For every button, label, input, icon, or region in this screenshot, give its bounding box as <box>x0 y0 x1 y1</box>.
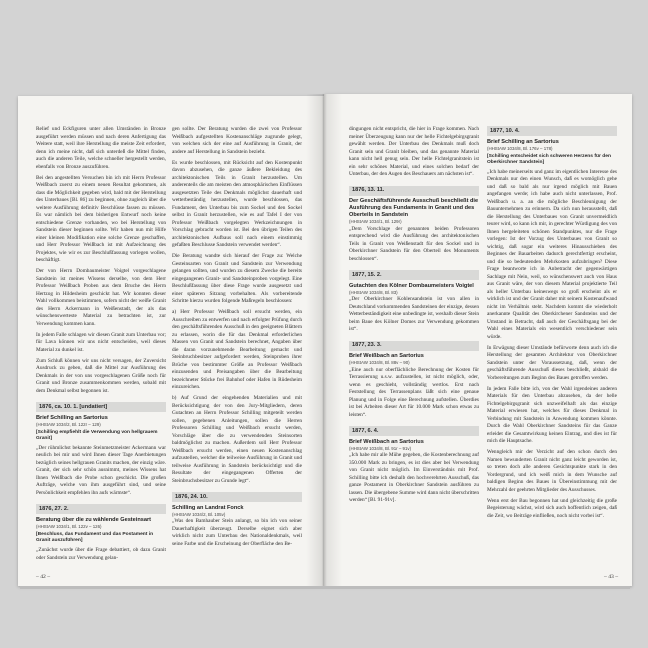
entry-date: 1877, 23. 3. <box>349 341 479 351</box>
body-paragraph: Relief und Eckfiguren unter allen Umständen in Bronze ausgeführt werden müssen und nach deren Anfertigung das Weitere statt, weil ihre Herstellung die meiste Zeit erfordert, denn ich meine nicht, daß sich unterdeß die Mittel finden, auch die anderen Teile, welche schneller hergestellt werden, ebenfalls von Bronze auszuführen. <box>36 126 166 170</box>
entry-note: [Schilling entscheidet sich schweren Herzens für den Oberkirchner Sandstein] <box>487 153 611 165</box>
entry-source: (HHStAW 1034/8, Bl. 88v – 90) <box>349 360 410 365</box>
document-entry <box>349 270 479 334</box>
document-entry <box>349 341 479 420</box>
entry-quote: „Der rühmlichst bekannte Steinmetzmeister Ackermann war neulich bei mir und wird Ihnen dieser Tage Anerbietungen bezüglich seines hellgrauen Granits machen, der einzig wäre. Granit, der sich sehr schön ausnimmt, meines Wissens hat Ihnen Weißbach die Probe schon geschickt. Die großen Aufträge, welche von ihm ausgeführt sind, und seine Persönlichkeit empfehlen ihn aufs wärmste“. <box>36 444 166 496</box>
entry-quote: „Der Oberkirchner Kohlensandstein ist von allen in Deutschland vorkommenden Sandsteinen der einzige, dessen Wetterbeständigkeit eine unbedingte ist, weshalb dieser Stein beim Baue des Kölner Domes zur Verwendung gekommen ist“. <box>349 296 479 332</box>
entry-date: 1877, 6. 4. <box>349 426 479 436</box>
entry-source: (HHStAW 1034/1, Bl. 122v – 126) <box>36 523 102 529</box>
body-paragraph: Die Beratung wandte sich hierauf der Frage zu: Welche Gesteinsarten von Granit und Sandstein zur Verwendung gelangen sollten, und wurden zu diesem Zwecke die bereits eingegangenen Granit- und Sandsteinproben vorgelegt. Eine Beschlußfassung über diese Frage wurde ausgesetzt und einer späteren Sitzung vorbehalten. Als vorbereitende Schritte hierzu wurden folgende Maßregeln beschlossen: <box>172 253 302 304</box>
document-entry <box>349 426 479 505</box>
entry-title: Brief Schilling an Sartorius <box>487 138 559 145</box>
entry-date: 1877, 15. 2. <box>349 270 479 280</box>
entry-quote: „Ich habe mir alle Mühe gegeben, die Kostenberechnung auf 350.000 Mark zu bringen, es ist dies aber bei Verwendung von Granit nicht möglich. Im Einverständnis mit Prof. Schilling bitte ich deshalb den hochverehrten Ausschuß, das ganze Postament in Oberkirchner Sandstein ausführen zu lassen. Die übergebene Summe wird dann nicht überschritten werden“ [Bl. 91-91v]. <box>349 452 479 503</box>
gutter-shadow <box>306 94 342 586</box>
body-paragraph: In jedem Falle schlagen wir diesen Granit zum Unterbau vor; für Lava können wir uns nicht entscheiden, weil dieses Material zu dunkel ist. <box>36 331 166 353</box>
entry-title: Brief Schilling an Sartorius <box>36 414 108 421</box>
entry-quote: „Zunächst wurde über die Frage debattiert, ob dazu Granit oder Sandstein zur Verwendung gelan- <box>36 547 166 561</box>
right-column-2 <box>487 126 617 572</box>
entry-source: (HHStAW 1034/1, Bl. 129r) <box>349 219 402 224</box>
document-entry <box>36 402 166 497</box>
entry-source: (HHStAW 1034/2, Bl. 105v) <box>172 511 226 517</box>
left-column-2 <box>172 126 302 572</box>
entry-title: Beratung über die zu wählende Gesteinsart <box>36 516 152 523</box>
right-column-1 <box>349 126 479 572</box>
entry-title: Der Geschäftsführende Ausschuß beschließt die Ausführung des Fundaments in Granit und des Oberteils in Sandstein <box>349 198 479 218</box>
entry-source: (HHStAW 1034/8, Bl. 83) <box>349 289 398 295</box>
document-entry <box>36 504 166 562</box>
body-paragraph: Es wurde beschlossen, mit Rücksicht auf den Kostenpunkt davon abzusehen, die ganze äußere Bekleidung des architektonischen Teils in Granit herzustellen. Um anderenteils die am meisten den atmosphärischen Einflüssen ausgesetzten Teile des Denkmals möglichst dauerhaft und wetterbeständig herzustellen, wurde beschlossen, das Fundament, den Unterbau bis zum Sockel und den Sockel selbst in Granit herzustellen, wie es auf Tafel I der von Professor Weißbach vorgelegten Werkzeichnungen in Vorschlag gebracht worden ist. Bei den übrigen Teilen des architektonischen Aufbaus soll nach einem einstimmig gefaßten Beschlusse Sandstein verwendet werden“. <box>172 159 302 248</box>
entry-quote: In jedem Falle bitte ich, von der Wahl irgendeines anderen Materials für den Unterbau abzusehen, da der helle Fichtelgebirgsgranit sich unzweifelhaft als das einzige Material erwiesen hat, welches für dieses Denkmal in Verbindung mit Sandstein in Anwendung kommen könnte. Durch die Wahl Oberkirchner Sandsteins für das Ganze erleidet die Gesamtwirkung keinen Eintrag, und dies ist für mich die Hauptsache. <box>487 385 617 445</box>
entry-quote: „Was den Bamhauber Stein anlangt, so bin ich von seiner Dauerhaftigkeit überzeugt. Derselbe eignet sich aber wirklich nicht zum Unterbau des Nationaldenkmals, weil seine Farbe und die Erscheinung der Oberfläche den Be- <box>172 518 302 547</box>
entry-note: [Schilling empfiehlt die Verwendung von hellgrauem Granit] <box>36 429 158 441</box>
entry-title: Schilling an Landrat Fonck <box>172 504 244 511</box>
entry-quote: „Dem Vorschlage der genannten beiden Professoren entsprechend wird die Ausführung des architektonischen Teils in Granit von Weißenstadt für den Sockel und in Oberkirchner Sandstein für den Oberteil des Monuments beschlossen“. <box>349 225 479 262</box>
entry-title: Brief Weißbach an Sartorius <box>349 353 424 359</box>
document-entry <box>349 186 479 264</box>
body-paragraph: Der von Herrn Dombaumeister Voigtel vorgeschlagene Sandstein ist meines Wissens derselbe, von dem Herr Professor Weißbach Proben aus dem Bruche des Herrn Hertzog in Hildesheim geschickt hat. Wir konnten dieser Wahl vollkommen beistimmen, sofern nicht der weiße Granit des Herrn Ackermann in Weißenstadt, der als das wünschenswerteste Material zu betrachten ist, zur Verwendung kommen kann. <box>36 268 166 327</box>
body-paragraph: Bei den angestellten Versuchen bin ich mit Herrn Professor Weißbach zuerst zu einem neuen Resultat gekommen, als dass die Möglichkeit gegeben wird, bald mit der Herstellung des Unterbaues [Bl. 86] zu beginnen, ohne zugleich über die weitere Ausführung definitiv Beschlüsse fassen zu müssen. Es war nämlich bei dem bisherigen Entwurf noch keine entschiedene Grenze vorhanden, wo bei Herstellung von Sandstein dieser beginnen sollte. Wir haben nun mit Hilfe einer kleinen Modifikation eine solche Grenze geschaffen, und Herr Professor Weißbach ist mit Aufzeichnung des Projektes, wie wir es zur Beschlußfassung vorlegen wollen, beschäftigt. <box>36 174 166 263</box>
entry-date: 1876, 27. 2. <box>36 504 166 514</box>
document-entry <box>172 492 302 548</box>
entry-quote: Wenn erst der Bau begonnen hat und gleichzeitig die große Begeisterung wächst, wird sich auch hoffentlich zeigen, daß die Zeit, wo Beiträge einfließen, noch nicht vorbei ist“. <box>487 497 617 519</box>
page-number: – 43 – <box>604 574 618 580</box>
body-paragraph: b) Auf Grund der eingehenden Materialien und mit Berücksichtigung der von den Jury-Mitgliedern, deren Gutachten an Herrn Professor Schilling mitgeteilt werden sollen, gegebenen Anleitungen, sollen die Herren Professoren Schilling und Weißbach ersucht werden, Vorschläge über die zu verwendenden Steinsorten baldmöglichst zu machen. Außerdem soll Herr Professor Weißbach ersucht werden, einen neuen Kostenanschlag aufzustellen, welcher die teilweise Ausführung in Granit und teilweise Ausführung in Sandstein berücksichtigt und die Resultate der eingegangenen Offerten der Steinbruchsbesitzer zu Grunde legt“. <box>172 395 302 484</box>
body-paragraph: dingungen nicht entspricht, die hier in Frage kommen. Nach meiner Überzeugung kann nur der helle Fichtelgebirgsgranit gewählt werden. Der Unterbau des Denkmals muß doch Granit sein und Granit bleiben, und das genannte Material kann nicht hell genug sein. Der helle Fichtelgranitstein ist ein sehr schönes Material, und eines solchen bedarf der Unterbau, der den Augen des Beschauers am nächsten ist“. <box>349 126 479 177</box>
entry-title: Brief Weißbach an Sartorius <box>349 438 424 445</box>
entry-quote: Wenngleich mir der Verzicht auf den schon durch den Namen bewunderten Granit nicht ganz leicht geworden ist, so treten doch alle anderen Gesichtspunkte stark in den Vordergrund, und ich weiß mich in dem Wunsche auf baldigen Beginn des Baues in Übereinstimmung mit der Mehrzahl der geehrten Mitglieder des Ausschusses. <box>487 449 617 493</box>
entry-date: 1877, 10. 4. <box>487 126 617 136</box>
entry-note: [Beschluss, das Fundament und das Postament in Granit auszuführen] <box>36 531 154 544</box>
entry-source: (HHStAW 1034/2, Bl. 122r – 129) <box>36 421 101 427</box>
entry-date: 1876, 24. 10. <box>172 492 302 502</box>
body-paragraph: gen sollte. Der Beratung wurden die zwei von Professor Weißbach aufgestellten Kostenanschläge zugrunde gelegt, von welchen sich der eine auf Ausführung in Granit, der andere auf Herstellung in Sandstein bezieht. <box>172 126 302 155</box>
entry-source: (HHStAW 1034/8, Bl. 91r – 91v) <box>349 445 412 451</box>
entry-source: (HHStAW 1034/8, Bl. 176v – 178) <box>487 145 553 151</box>
body-paragraph: Zum Schluß können wir uns nicht versagen, der Zuversicht Ausdruck zu geben, daß die Mittel zur Ausführung des Denkmals in der von uns vorgeschlagenen Größe noch für Granit und Bronze zusammenkommen werden, sobald mit dem Denkmal selbst begonnen ist. <box>36 357 166 394</box>
entry-quote: In Erwägung dieser Umstände befürworte denn auch ich die Herstellung der gesamten Architektur von Oberkirchner Sandstein unter der Voraussetzung, daß, wenn der geschäftsführende Ausschuß dieses beschließt, alsbald die Vorbereitungen zum Beginn des Baues getroffen werden. <box>487 344 617 381</box>
left-column-1 <box>36 126 166 572</box>
entry-quote: „Ich habe meinerseits und ganz im eigentlichen Interesse des Denkmals nur den einen Wunsch, daß es womöglich gehe und daß so bald als nur irgend möglich mit Bauen angefangen werde; ich habe auch nicht unterlassen, Prof. Weißbach u. a. an die mögliche Beschleunigung der Bauunternehmen zu erinnern. Da sich nun herausstellt, daß die Herstellung des Unterbaues von Granit unvermeidlich teurer wird, so kann ich mir, in gerechter Würdigung des von Ihnen hergeleiteten schönen Standpunktes, nur die Frage vorlegen: Ist der Vorzug des Unterbaues von Granit so wichtig, daß sogar ein weiteres Hinausschieben des Beginnes der Bauarbeiten dadurch gerechtfertigt erscheint, und die so bedeutenden Mehrkosten aufzubringen? Diese Frage beantworte ich in Anbetracht der gegenwärtigen Sachlage mit Nein, weil, so wünschenswert auch von Haus aus Granit wäre, der von diesem Material projektierte Teil als heller Unterbau keineswegs so groß erscheint als er wirklich ist und der Granit daher mit seinem Kostenaufwand nicht im Verhältnis steht. Nachdem kommt die wiederholt anerkannte Qualität des Oberkirchener Sandsteins und der Umstand in Betracht, daß auch der Geschäftsgang bei der Wahl eines Materials ein wesentlich verschiedener sein würde. <box>487 168 617 340</box>
entry-title: Gutachten des Kölner Dombaumeisters Voigtel <box>349 282 474 289</box>
document-entry <box>487 126 617 520</box>
entry-date: 1876, 13. 11. <box>349 186 479 196</box>
entry-quote: „Eine auch nur oberflächliche Berechnung der Kosten für Terrassierung u.s.w. aufzustellen, ist nicht möglich, oder, wenn es geschieht, vollständig wertlos. Erst nach Feststellung des Terrassenplans läßt sich eine genaue Planung und in Folge eine Berechnung aufstellen. Überdies ist bei Arbeiten dieser Art für 10.000 Mark schon etwas zu leisten“. <box>349 366 479 418</box>
page-number: – 42 – <box>36 574 50 580</box>
entry-date: 1876, ca. 10. 1. [undatiert] <box>36 402 166 412</box>
body-paragraph: a) Herr Professor Weißbach soll ersucht werden, ein Ausschreiben zu entwerfen und nach erfolgter Prüfung durch den geschäftsführenden Ausschuß in den geeigneten Blättern zu erlassen, worin die für das Denkmal erforderlichen Massen von Granit und Sandstein berechnet, Angaben über die daran vorzunehmende Bearbeitung gemacht und Steinbruchbesitzer aufgefordert werden, Steinproben ihrer Brüche von bestimmter Größe an Professor Weißbach einzusenden und Preisangaben über die Bearbeitung bezeichneter Stücke frei Bahnhof oder Hafen in Rüdesheim einzureichen. <box>172 309 302 390</box>
book-edge <box>20 586 630 589</box>
